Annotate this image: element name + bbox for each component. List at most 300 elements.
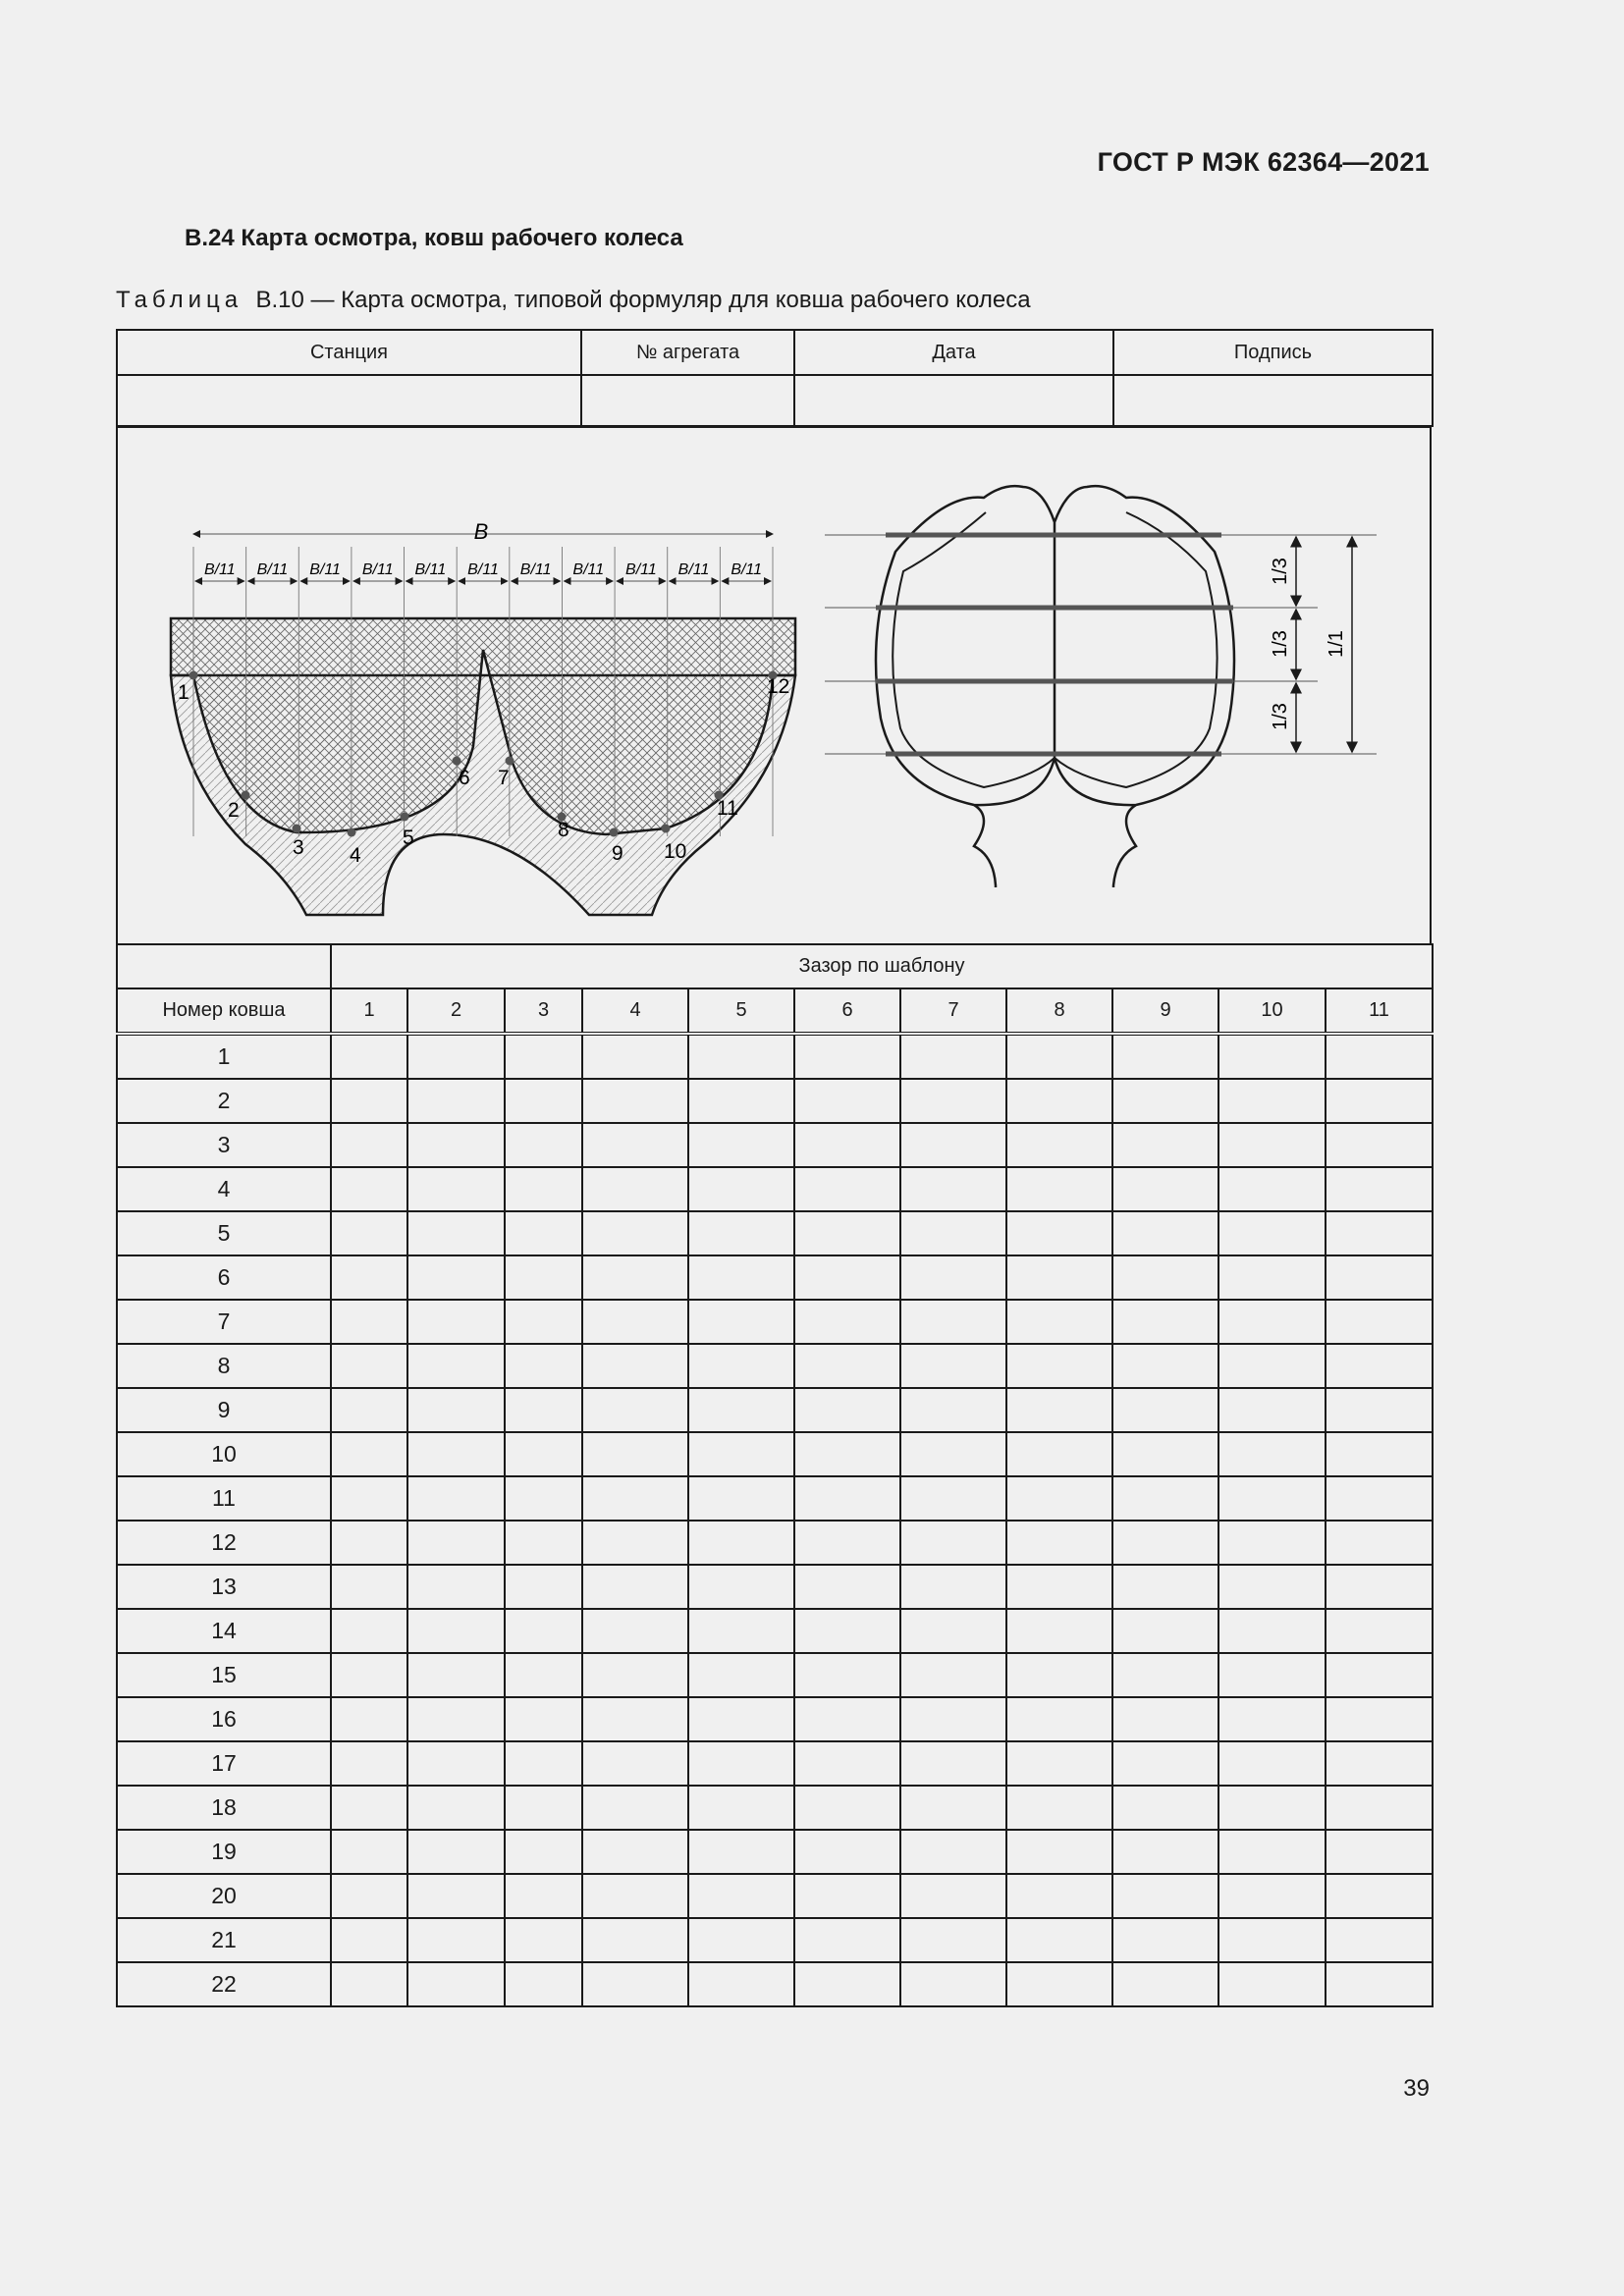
blank-corner-cell [117, 944, 331, 988]
point-column-header: 8 [1006, 988, 1112, 1034]
gap-value-cell[interactable] [1218, 1830, 1326, 1874]
gap-value-cell[interactable] [688, 1874, 794, 1918]
gap-value-cell[interactable] [505, 1830, 582, 1874]
bucket-number-cell: 2 [117, 1079, 331, 1123]
gap-value-cell[interactable] [1112, 1741, 1218, 1786]
gap-value-cell[interactable] [900, 1874, 1006, 1918]
bucket-number-cell: 13 [117, 1565, 331, 1609]
gap-value-cell[interactable] [900, 1211, 1006, 1255]
gap-value-cell[interactable] [900, 1034, 1006, 1079]
gap-value-cell[interactable] [900, 1255, 1006, 1300]
gap-value-cell[interactable] [582, 1918, 688, 1962]
fraction-label-top: 1/3 [1270, 558, 1291, 585]
gap-value-cell[interactable] [331, 1079, 407, 1123]
gap-value-cell[interactable] [331, 1874, 407, 1918]
gap-value-cell[interactable] [1006, 1786, 1112, 1830]
gap-value-cell[interactable] [582, 1123, 688, 1167]
gap-value-cell[interactable] [794, 1609, 900, 1653]
gap-value-cell[interactable] [1006, 1565, 1112, 1609]
gap-value-cell[interactable] [1326, 1786, 1433, 1830]
gap-value-cell[interactable] [900, 1653, 1006, 1697]
bucket-number-cell: 7 [117, 1300, 331, 1344]
section-point-marker [242, 791, 250, 800]
section-point-label: 2 [228, 799, 240, 822]
gap-value-cell[interactable] [1218, 1476, 1326, 1521]
gap-value-cell[interactable] [407, 1034, 505, 1079]
gap-value-cell[interactable] [331, 1300, 407, 1344]
gap-value-cell[interactable] [794, 1521, 900, 1565]
bucket-number-cell: 21 [117, 1918, 331, 1962]
gap-value-cell[interactable] [688, 1300, 794, 1344]
gap-value-cell[interactable] [1326, 1123, 1433, 1167]
gap-value-cell[interactable] [1326, 1565, 1433, 1609]
gap-value-cell[interactable] [582, 1167, 688, 1211]
gap-value-cell[interactable] [688, 1741, 794, 1786]
gap-value-cell[interactable] [582, 1786, 688, 1830]
gap-value-cell[interactable] [688, 1344, 794, 1388]
signature-header: Подпись [1113, 330, 1433, 375]
gap-value-cell[interactable] [794, 1211, 900, 1255]
gap-value-cell[interactable] [900, 1388, 1006, 1432]
bucket-number-cell: 9 [117, 1388, 331, 1432]
gap-value-cell[interactable] [582, 1697, 688, 1741]
gap-value-cell[interactable] [1326, 1211, 1433, 1255]
gap-value-cell[interactable] [1006, 1211, 1112, 1255]
section-point-label: 12 [767, 675, 790, 698]
table-caption-text: B.10 — Карта осмотра, типовой формуляр для ковша рабочего колеса [255, 287, 1031, 313]
gap-value-cell[interactable] [900, 1344, 1006, 1388]
gap-value-cell[interactable] [331, 1786, 407, 1830]
gap-value-cell[interactable] [1326, 1034, 1433, 1079]
gap-measurement-table [116, 943, 1434, 2007]
gap-value-cell[interactable] [1112, 1697, 1218, 1741]
gap-value-cell[interactable] [407, 1653, 505, 1697]
gap-value-cell[interactable] [505, 1388, 582, 1432]
gap-value-cell[interactable] [505, 1034, 582, 1079]
gap-value-cell[interactable] [1326, 1432, 1433, 1476]
gap-value-cell[interactable] [1326, 1609, 1433, 1653]
gap-value-cell[interactable] [1326, 1918, 1433, 1962]
table-row [117, 1344, 1433, 1388]
gap-value-cell[interactable] [1218, 1565, 1326, 1609]
gap-value-cell[interactable] [582, 1388, 688, 1432]
gap-value-cell[interactable] [582, 1609, 688, 1653]
segment-label: B/11 [467, 561, 499, 578]
gap-value-cell[interactable] [900, 1565, 1006, 1609]
gap-value-cell[interactable] [505, 1079, 582, 1123]
table-row [117, 1962, 1433, 2006]
table-row [117, 1653, 1433, 1697]
gap-value-cell[interactable] [1112, 1300, 1218, 1344]
gap-value-cell[interactable] [688, 1079, 794, 1123]
gap-value-cell[interactable] [407, 1918, 505, 1962]
gap-value-cell[interactable] [407, 1741, 505, 1786]
gap-value-cell[interactable] [331, 1167, 407, 1211]
signature-field[interactable] [1113, 375, 1433, 426]
gap-value-cell[interactable] [331, 1432, 407, 1476]
gap-value-cell[interactable] [1112, 1344, 1218, 1388]
gap-value-cell[interactable] [794, 1476, 900, 1521]
gap-value-cell[interactable] [1218, 1034, 1326, 1079]
table-row [117, 1830, 1433, 1874]
gap-value-cell[interactable] [688, 1388, 794, 1432]
point-column-header: 6 [794, 988, 900, 1034]
gap-value-cell[interactable] [1006, 1300, 1112, 1344]
gap-value-cell[interactable] [794, 1344, 900, 1388]
gap-value-cell[interactable] [1326, 1255, 1433, 1300]
gap-value-cell[interactable] [407, 1609, 505, 1653]
gap-value-cell[interactable] [1006, 1388, 1112, 1432]
gap-value-cell[interactable] [1218, 1167, 1326, 1211]
gap-value-cell[interactable] [688, 1521, 794, 1565]
gap-value-cell[interactable] [331, 1609, 407, 1653]
section-point-label: 1 [178, 681, 189, 704]
gap-value-cell[interactable] [688, 1918, 794, 1962]
gap-value-cell[interactable] [688, 1034, 794, 1079]
segment-label: B/11 [572, 561, 605, 578]
gap-value-cell[interactable] [331, 1344, 407, 1388]
table-row [117, 1521, 1433, 1565]
section-point-label: 4 [350, 844, 361, 867]
gap-value-cell[interactable] [582, 1211, 688, 1255]
gap-value-cell[interactable] [582, 1255, 688, 1300]
gap-value-cell[interactable] [1006, 1874, 1112, 1918]
table-row [117, 1786, 1433, 1830]
gap-value-cell[interactable] [1218, 1786, 1326, 1830]
gap-value-cell[interactable] [582, 1300, 688, 1344]
gap-value-cell[interactable] [1112, 1962, 1218, 2006]
gap-value-cell[interactable] [582, 1521, 688, 1565]
gap-value-cell[interactable] [331, 1918, 407, 1962]
gap-value-cell[interactable] [794, 1874, 900, 1918]
gap-value-cell[interactable] [407, 1167, 505, 1211]
gap-value-cell[interactable] [900, 1962, 1006, 2006]
gap-value-cell[interactable] [582, 1476, 688, 1521]
gap-value-cell[interactable] [582, 1653, 688, 1697]
gap-value-cell[interactable] [505, 1300, 582, 1344]
unit-number-field[interactable] [581, 375, 794, 426]
gap-value-cell[interactable] [331, 1962, 407, 2006]
gap-value-cell[interactable] [505, 1521, 582, 1565]
gap-value-cell[interactable] [688, 1123, 794, 1167]
gap-value-cell[interactable] [1006, 1344, 1112, 1388]
gap-value-cell[interactable] [1326, 1344, 1433, 1388]
gap-value-cell[interactable] [331, 1034, 407, 1079]
gap-value-cell[interactable] [1006, 1609, 1112, 1653]
standard-code: ГОСТ Р МЭК 62364—2021 [1097, 147, 1430, 177]
gap-value-cell[interactable] [407, 1962, 505, 2006]
gap-value-cell[interactable] [794, 1830, 900, 1874]
gap-value-cell[interactable] [794, 1653, 900, 1697]
gap-value-cell[interactable] [1112, 1255, 1218, 1300]
gap-value-cell[interactable] [407, 1697, 505, 1741]
gap-value-cell[interactable] [1006, 1034, 1112, 1079]
table-row [117, 1476, 1433, 1521]
gap-value-cell[interactable] [900, 1079, 1006, 1123]
gap-value-cell[interactable] [505, 1344, 582, 1388]
gap-value-cell[interactable] [794, 1432, 900, 1476]
gap-value-cell[interactable] [505, 1123, 582, 1167]
table-row [117, 1079, 1433, 1123]
gap-value-cell[interactable] [505, 1741, 582, 1786]
bucket-number-cell: 4 [117, 1167, 331, 1211]
gap-value-cell[interactable] [505, 1476, 582, 1521]
gap-value-cell[interactable] [794, 1255, 900, 1300]
gap-value-cell[interactable] [407, 1211, 505, 1255]
bucket-number-cell: 14 [117, 1609, 331, 1653]
gap-value-cell[interactable] [407, 1432, 505, 1476]
gap-value-cell[interactable] [794, 1565, 900, 1609]
gap-value-cell[interactable] [1112, 1918, 1218, 1962]
gap-value-cell[interactable] [505, 1565, 582, 1609]
gap-value-cell[interactable] [1006, 1167, 1112, 1211]
gap-value-cell[interactable] [794, 1786, 900, 1830]
gap-value-cell[interactable] [505, 1697, 582, 1741]
gap-value-cell[interactable] [794, 1079, 900, 1123]
gap-value-cell[interactable] [794, 1741, 900, 1786]
bucket-number-cell: 16 [117, 1697, 331, 1741]
gap-value-cell[interactable] [331, 1211, 407, 1255]
gap-value-cell[interactable] [331, 1565, 407, 1609]
gap-value-cell[interactable] [1112, 1034, 1218, 1079]
gap-value-cell[interactable] [407, 1476, 505, 1521]
gap-value-cell[interactable] [1326, 1300, 1433, 1344]
gap-value-cell[interactable] [1006, 1521, 1112, 1565]
gap-value-cell[interactable] [1112, 1874, 1218, 1918]
gap-value-cell[interactable] [1218, 1962, 1326, 2006]
gap-value-cell[interactable] [1218, 1918, 1326, 1962]
section-point-marker [453, 757, 461, 766]
gap-value-cell[interactable] [331, 1388, 407, 1432]
table-caption-prefix: Таблица [116, 287, 244, 313]
bucket-number-cell: 8 [117, 1344, 331, 1388]
gap-value-cell[interactable] [582, 1034, 688, 1079]
gap-value-cell[interactable] [1326, 1521, 1433, 1565]
gap-value-cell[interactable] [900, 1741, 1006, 1786]
gap-value-cell[interactable] [1218, 1211, 1326, 1255]
gap-value-cell[interactable] [900, 1300, 1006, 1344]
gap-value-cell[interactable] [688, 1476, 794, 1521]
gap-value-cell[interactable] [900, 1830, 1006, 1874]
gap-value-cell[interactable] [1006, 1432, 1112, 1476]
gap-value-cell[interactable] [582, 1962, 688, 2006]
gap-value-cell[interactable] [505, 1432, 582, 1476]
gap-value-cell[interactable] [407, 1079, 505, 1123]
gap-value-cell[interactable] [1218, 1123, 1326, 1167]
gap-value-cell[interactable] [505, 1962, 582, 2006]
gap-value-cell[interactable] [1112, 1830, 1218, 1874]
gap-value-cell[interactable] [1112, 1079, 1218, 1123]
gap-value-cell[interactable] [1326, 1741, 1433, 1786]
gap-value-cell[interactable] [900, 1167, 1006, 1211]
gap-value-cell[interactable] [1112, 1565, 1218, 1609]
gap-value-cell[interactable] [794, 1300, 900, 1344]
gap-value-cell[interactable] [331, 1830, 407, 1874]
gap-value-cell[interactable] [407, 1786, 505, 1830]
gap-value-cell[interactable] [582, 1344, 688, 1388]
gap-value-cell[interactable] [407, 1255, 505, 1300]
gap-value-cell[interactable] [407, 1388, 505, 1432]
point-column-header: 2 [407, 988, 505, 1034]
gap-value-cell[interactable] [1326, 1874, 1433, 1918]
gap-value-cell[interactable] [1006, 1476, 1112, 1521]
gap-value-cell[interactable] [407, 1521, 505, 1565]
gap-value-cell[interactable] [331, 1476, 407, 1521]
gap-value-cell[interactable] [794, 1918, 900, 1962]
gap-value-cell[interactable] [582, 1079, 688, 1123]
gap-value-cell[interactable] [1218, 1609, 1326, 1653]
gap-value-cell[interactable] [407, 1344, 505, 1388]
gap-value-cell[interactable] [794, 1962, 900, 2006]
gap-value-cell[interactable] [505, 1653, 582, 1697]
gap-value-cell[interactable] [1112, 1653, 1218, 1697]
table-row [117, 1432, 1433, 1476]
station-header: Станция [117, 330, 581, 375]
table-row [117, 1034, 1433, 1079]
gap-value-cell[interactable] [331, 1741, 407, 1786]
table-row [117, 1697, 1433, 1741]
fraction-label-middle: 1/3 [1270, 630, 1291, 658]
gap-value-cell[interactable] [331, 1697, 407, 1741]
date-field[interactable] [794, 375, 1113, 426]
gap-value-cell[interactable] [688, 1211, 794, 1255]
gap-value-cell[interactable] [1218, 1653, 1326, 1697]
segment-label: B/11 [256, 561, 289, 578]
gap-value-cell[interactable] [794, 1167, 900, 1211]
point-column-header: 7 [900, 988, 1006, 1034]
section-point-label: 7 [498, 767, 510, 789]
gap-value-cell[interactable] [1112, 1786, 1218, 1830]
gap-value-cell[interactable] [1006, 1962, 1112, 2006]
gap-value-cell[interactable] [794, 1034, 900, 1079]
gap-value-cell[interactable] [1326, 1653, 1433, 1697]
gap-value-cell[interactable] [794, 1123, 900, 1167]
gap-value-cell[interactable] [505, 1874, 582, 1918]
gap-value-cell[interactable] [407, 1565, 505, 1609]
gap-value-cell[interactable] [1006, 1653, 1112, 1697]
gap-value-cell[interactable] [407, 1830, 505, 1874]
gap-value-cell[interactable] [505, 1918, 582, 1962]
gap-value-cell[interactable] [505, 1609, 582, 1653]
gap-value-cell[interactable] [1218, 1255, 1326, 1300]
gap-value-cell[interactable] [1326, 1079, 1433, 1123]
gap-value-cell[interactable] [900, 1609, 1006, 1653]
gap-value-cell[interactable] [1218, 1521, 1326, 1565]
section-point-label: 8 [558, 819, 569, 841]
gap-value-cell[interactable] [1218, 1874, 1326, 1918]
gap-value-cell[interactable] [1112, 1167, 1218, 1211]
gap-value-cell[interactable] [331, 1255, 407, 1300]
gap-value-cell[interactable] [505, 1786, 582, 1830]
gap-value-cell[interactable] [331, 1521, 407, 1565]
gap-value-cell[interactable] [1006, 1697, 1112, 1741]
gap-value-cell[interactable] [688, 1167, 794, 1211]
gap-value-cell[interactable] [505, 1167, 582, 1211]
gap-value-cell[interactable] [1326, 1476, 1433, 1521]
gap-value-cell[interactable] [688, 1653, 794, 1697]
gap-value-cell[interactable] [1218, 1697, 1326, 1741]
gap-value-cell[interactable] [900, 1786, 1006, 1830]
station-field[interactable] [117, 375, 581, 426]
gap-value-cell[interactable] [1112, 1609, 1218, 1653]
gap-value-cell[interactable] [1218, 1432, 1326, 1476]
bucket-figure-panel [116, 426, 1432, 945]
gap-value-cell[interactable] [1112, 1388, 1218, 1432]
gap-value-cell[interactable] [900, 1123, 1006, 1167]
gap-value-cell[interactable] [900, 1521, 1006, 1565]
gap-value-cell[interactable] [1218, 1300, 1326, 1344]
gap-value-cell[interactable] [688, 1962, 794, 2006]
gap-value-cell[interactable] [1112, 1521, 1218, 1565]
point-column-header: 11 [1326, 988, 1433, 1034]
segment-label: B/11 [309, 561, 341, 578]
gap-value-cell[interactable] [1218, 1741, 1326, 1786]
gap-value-cell[interactable] [1326, 1830, 1433, 1874]
gap-value-cell[interactable] [331, 1653, 407, 1697]
gap-value-cell[interactable] [794, 1697, 900, 1741]
template-gap-header: Зазор по шаблону [331, 944, 1433, 988]
form-header-table [116, 329, 1434, 427]
gap-value-cell[interactable] [505, 1211, 582, 1255]
gap-value-cell[interactable] [582, 1432, 688, 1476]
gap-value-cell[interactable] [1006, 1830, 1112, 1874]
gap-value-cell[interactable] [900, 1918, 1006, 1962]
gap-value-cell[interactable] [582, 1565, 688, 1609]
gap-value-cell[interactable] [1218, 1388, 1326, 1432]
gap-value-cell[interactable] [1006, 1741, 1112, 1786]
gap-value-cell[interactable] [688, 1255, 794, 1300]
gap-value-cell[interactable] [1112, 1211, 1218, 1255]
gap-value-cell[interactable] [688, 1432, 794, 1476]
section-point-marker [348, 828, 356, 837]
bucket-number-cell: 22 [117, 1962, 331, 2006]
gap-value-cell[interactable] [1006, 1918, 1112, 1962]
gap-value-cell[interactable] [900, 1697, 1006, 1741]
gap-value-cell[interactable] [331, 1123, 407, 1167]
gap-value-cell[interactable] [582, 1830, 688, 1874]
gap-value-cell[interactable] [688, 1565, 794, 1609]
gap-value-cell[interactable] [1112, 1432, 1218, 1476]
gap-value-cell[interactable] [407, 1123, 505, 1167]
gap-value-cell[interactable] [1112, 1476, 1218, 1521]
gap-value-cell[interactable] [900, 1432, 1006, 1476]
gap-value-cell[interactable] [1218, 1344, 1326, 1388]
bucket-section-drawing [171, 519, 795, 915]
gap-value-cell[interactable] [688, 1786, 794, 1830]
gap-value-cell[interactable] [1006, 1079, 1112, 1123]
gap-value-cell[interactable] [1326, 1167, 1433, 1211]
gap-value-cell[interactable] [505, 1255, 582, 1300]
gap-value-cell[interactable] [1326, 1697, 1433, 1741]
point-column-header: 10 [1218, 988, 1326, 1034]
gap-value-cell[interactable] [794, 1388, 900, 1432]
gap-value-cell[interactable] [1112, 1123, 1218, 1167]
gap-value-cell[interactable] [1326, 1962, 1433, 2006]
gap-value-cell[interactable] [407, 1300, 505, 1344]
gap-value-cell[interactable] [1006, 1255, 1112, 1300]
gap-value-cell[interactable] [1218, 1079, 1326, 1123]
gap-value-cell[interactable] [688, 1830, 794, 1874]
gap-value-cell[interactable] [407, 1874, 505, 1918]
width-b-label: B [473, 519, 489, 544]
gap-value-cell[interactable] [688, 1609, 794, 1653]
gap-value-cell[interactable] [1006, 1123, 1112, 1167]
gap-value-cell[interactable] [900, 1476, 1006, 1521]
gap-value-cell[interactable] [1326, 1388, 1433, 1432]
gap-value-cell[interactable] [582, 1874, 688, 1918]
gap-value-cell[interactable] [688, 1697, 794, 1741]
gap-value-cell[interactable] [582, 1741, 688, 1786]
